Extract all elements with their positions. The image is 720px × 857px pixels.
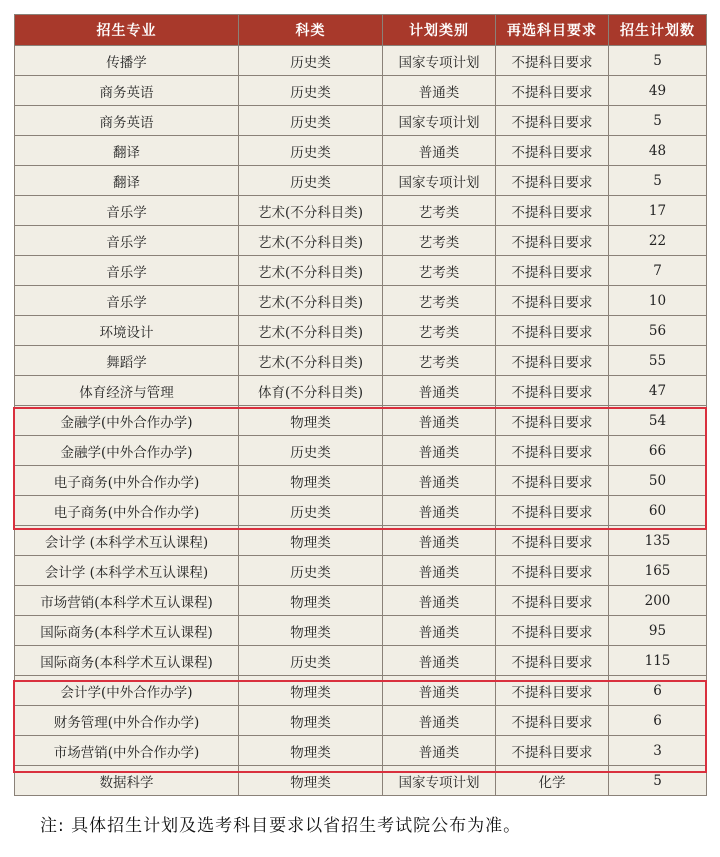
cell-plan-type: 艺考类 bbox=[383, 256, 496, 286]
cell-subject-requirement: 不提科目要求 bbox=[496, 226, 609, 256]
header-plan-count: 招生计划数 bbox=[609, 15, 707, 46]
cell-major: 音乐学 bbox=[15, 196, 239, 226]
cell-subject-category: 历史类 bbox=[239, 166, 383, 196]
cell-plan-type: 普通类 bbox=[383, 436, 496, 466]
cell-plan-count: 55 bbox=[609, 346, 707, 376]
table-row bbox=[15, 466, 707, 496]
cell-subject-category: 物理类 bbox=[239, 526, 383, 556]
cell-major: 财务管理(中外合作办学) bbox=[15, 706, 239, 736]
cell-subject-category: 物理类 bbox=[239, 706, 383, 736]
cell-plan-count: 7 bbox=[609, 256, 707, 286]
cell-subject-requirement: 不提科目要求 bbox=[496, 106, 609, 136]
cell-subject-category: 体育(不分科目类) bbox=[239, 376, 383, 406]
table-row bbox=[15, 316, 707, 346]
cell-major: 音乐学 bbox=[15, 286, 239, 316]
header-major: 招生专业 bbox=[15, 15, 239, 46]
cell-subject-requirement: 不提科目要求 bbox=[496, 256, 609, 286]
cell-subject-category: 物理类 bbox=[239, 766, 383, 796]
cell-subject-category: 物理类 bbox=[239, 586, 383, 616]
header-subject-category: 科类 bbox=[239, 15, 383, 46]
cell-major: 传播学 bbox=[15, 46, 239, 76]
cell-subject-requirement: 不提科目要求 bbox=[496, 286, 609, 316]
cell-plan-type: 普通类 bbox=[383, 586, 496, 616]
cell-plan-count: 5 bbox=[609, 766, 707, 796]
table-row bbox=[15, 706, 707, 736]
cell-plan-count: 56 bbox=[609, 316, 707, 346]
cell-major: 翻译 bbox=[15, 136, 239, 166]
cell-subject-requirement: 不提科目要求 bbox=[496, 496, 609, 526]
admission-plan-table bbox=[14, 14, 707, 796]
table-row bbox=[15, 346, 707, 376]
cell-major: 会计学 (本科学术互认课程) bbox=[15, 556, 239, 586]
cell-plan-type: 普通类 bbox=[383, 76, 496, 106]
cell-subject-requirement: 不提科目要求 bbox=[496, 346, 609, 376]
cell-plan-type: 普通类 bbox=[383, 376, 496, 406]
cell-major: 音乐学 bbox=[15, 256, 239, 286]
cell-subject-requirement: 不提科目要求 bbox=[496, 436, 609, 466]
cell-plan-type: 普通类 bbox=[383, 736, 496, 766]
cell-plan-type: 艺考类 bbox=[383, 316, 496, 346]
cell-plan-count: 5 bbox=[609, 46, 707, 76]
cell-subject-category: 历史类 bbox=[239, 76, 383, 106]
table-row bbox=[15, 196, 707, 226]
cell-subject-requirement: 化学 bbox=[496, 766, 609, 796]
table-row bbox=[15, 616, 707, 646]
cell-plan-count: 66 bbox=[609, 436, 707, 466]
cell-plan-type: 艺考类 bbox=[383, 346, 496, 376]
cell-subject-category: 艺术(不分科目类) bbox=[239, 316, 383, 346]
table-row bbox=[15, 766, 707, 796]
header-plan-type: 计划类别 bbox=[383, 15, 496, 46]
table-row bbox=[15, 286, 707, 316]
cell-plan-count: 6 bbox=[609, 706, 707, 736]
table-row bbox=[15, 586, 707, 616]
cell-subject-category: 艺术(不分科目类) bbox=[239, 346, 383, 376]
cell-major: 体育经济与管理 bbox=[15, 376, 239, 406]
cell-subject-requirement: 不提科目要求 bbox=[496, 136, 609, 166]
cell-major: 市场营销(本科学术互认课程) bbox=[15, 586, 239, 616]
cell-plan-type: 普通类 bbox=[383, 466, 496, 496]
cell-subject-category: 历史类 bbox=[239, 556, 383, 586]
cell-subject-requirement: 不提科目要求 bbox=[496, 316, 609, 346]
cell-subject-category: 艺术(不分科目类) bbox=[239, 196, 383, 226]
cell-major: 音乐学 bbox=[15, 226, 239, 256]
cell-plan-type: 普通类 bbox=[383, 406, 496, 436]
table-row bbox=[15, 136, 707, 166]
cell-plan-count: 5 bbox=[609, 106, 707, 136]
cell-plan-count: 135 bbox=[609, 526, 707, 556]
cell-plan-type: 艺考类 bbox=[383, 196, 496, 226]
cell-subject-category: 物理类 bbox=[239, 616, 383, 646]
cell-plan-type: 普通类 bbox=[383, 676, 496, 706]
table-header-row bbox=[15, 15, 707, 46]
cell-subject-requirement: 不提科目要求 bbox=[496, 646, 609, 676]
cell-subject-category: 历史类 bbox=[239, 496, 383, 526]
cell-plan-type: 艺考类 bbox=[383, 286, 496, 316]
cell-subject-requirement: 不提科目要求 bbox=[496, 586, 609, 616]
table-row bbox=[15, 646, 707, 676]
cell-subject-requirement: 不提科目要求 bbox=[496, 526, 609, 556]
cell-subject-requirement: 不提科目要求 bbox=[496, 616, 609, 646]
cell-major: 金融学(中外合作办学) bbox=[15, 406, 239, 436]
table-row bbox=[15, 46, 707, 76]
table-row bbox=[15, 526, 707, 556]
cell-subject-requirement: 不提科目要求 bbox=[496, 46, 609, 76]
cell-plan-count: 3 bbox=[609, 736, 707, 766]
cell-plan-type: 国家专项计划 bbox=[383, 46, 496, 76]
cell-subject-category: 艺术(不分科目类) bbox=[239, 256, 383, 286]
cell-plan-count: 54 bbox=[609, 406, 707, 436]
footnote: 注: 具体招生计划及选考科目要求以省招生考试院公布为准。 bbox=[40, 816, 522, 836]
cell-plan-type: 普通类 bbox=[383, 556, 496, 586]
cell-major: 电子商务(中外合作办学) bbox=[15, 496, 239, 526]
table-row bbox=[15, 496, 707, 526]
cell-major: 数据科学 bbox=[15, 766, 239, 796]
cell-plan-type: 普通类 bbox=[383, 706, 496, 736]
cell-major: 国际商务(本科学术互认课程) bbox=[15, 646, 239, 676]
cell-plan-count: 95 bbox=[609, 616, 707, 646]
table-body bbox=[15, 46, 707, 796]
cell-plan-type: 普通类 bbox=[383, 136, 496, 166]
cell-subject-category: 历史类 bbox=[239, 46, 383, 76]
cell-plan-type: 普通类 bbox=[383, 616, 496, 646]
cell-subject-category: 物理类 bbox=[239, 466, 383, 496]
cell-major: 电子商务(中外合作办学) bbox=[15, 466, 239, 496]
cell-plan-count: 47 bbox=[609, 376, 707, 406]
cell-major: 舞蹈学 bbox=[15, 346, 239, 376]
cell-subject-category: 物理类 bbox=[239, 406, 383, 436]
cell-subject-category: 物理类 bbox=[239, 736, 383, 766]
cell-plan-count: 17 bbox=[609, 196, 707, 226]
table-row bbox=[15, 166, 707, 196]
table-row bbox=[15, 676, 707, 706]
table-row bbox=[15, 106, 707, 136]
cell-major: 市场营销(中外合作办学) bbox=[15, 736, 239, 766]
cell-subject-category: 历史类 bbox=[239, 136, 383, 166]
cell-plan-count: 48 bbox=[609, 136, 707, 166]
cell-major: 翻译 bbox=[15, 166, 239, 196]
cell-plan-count: 60 bbox=[609, 496, 707, 526]
cell-major: 金融学(中外合作办学) bbox=[15, 436, 239, 466]
cell-major: 商务英语 bbox=[15, 106, 239, 136]
table-row bbox=[15, 736, 707, 766]
cell-subject-requirement: 不提科目要求 bbox=[496, 676, 609, 706]
cell-subject-requirement: 不提科目要求 bbox=[496, 406, 609, 436]
cell-plan-count: 5 bbox=[609, 166, 707, 196]
cell-subject-category: 历史类 bbox=[239, 646, 383, 676]
cell-subject-category: 历史类 bbox=[239, 106, 383, 136]
cell-plan-count: 49 bbox=[609, 76, 707, 106]
table-row bbox=[15, 376, 707, 406]
cell-plan-count: 165 bbox=[609, 556, 707, 586]
cell-subject-requirement: 不提科目要求 bbox=[496, 376, 609, 406]
cell-subject-requirement: 不提科目要求 bbox=[496, 706, 609, 736]
cell-plan-count: 50 bbox=[609, 466, 707, 496]
cell-subject-category: 历史类 bbox=[239, 436, 383, 466]
cell-plan-count: 10 bbox=[609, 286, 707, 316]
cell-major: 商务英语 bbox=[15, 76, 239, 106]
cell-subject-requirement: 不提科目要求 bbox=[496, 76, 609, 106]
cell-subject-category: 物理类 bbox=[239, 676, 383, 706]
cell-subject-requirement: 不提科目要求 bbox=[496, 166, 609, 196]
admission-plan-table-wrapper bbox=[14, 14, 706, 796]
cell-plan-count: 115 bbox=[609, 646, 707, 676]
cell-major: 国际商务(本科学术互认课程) bbox=[15, 616, 239, 646]
cell-major: 会计学 (本科学术互认课程) bbox=[15, 526, 239, 556]
cell-subject-category: 艺术(不分科目类) bbox=[239, 226, 383, 256]
table-row bbox=[15, 76, 707, 106]
cell-plan-type: 艺考类 bbox=[383, 226, 496, 256]
cell-plan-count: 6 bbox=[609, 676, 707, 706]
cell-subject-category: 艺术(不分科目类) bbox=[239, 286, 383, 316]
cell-plan-type: 国家专项计划 bbox=[383, 766, 496, 796]
table-row bbox=[15, 256, 707, 286]
table-row bbox=[15, 406, 707, 436]
cell-plan-type: 普通类 bbox=[383, 496, 496, 526]
cell-major: 环境设计 bbox=[15, 316, 239, 346]
header-subject-requirement: 再选科目要求 bbox=[496, 15, 609, 46]
cell-plan-type: 普通类 bbox=[383, 646, 496, 676]
cell-plan-count: 200 bbox=[609, 586, 707, 616]
cell-plan-type: 普通类 bbox=[383, 526, 496, 556]
cell-subject-requirement: 不提科目要求 bbox=[496, 466, 609, 496]
cell-plan-type: 国家专项计划 bbox=[383, 166, 496, 196]
cell-plan-type: 国家专项计划 bbox=[383, 106, 496, 136]
cell-subject-requirement: 不提科目要求 bbox=[496, 556, 609, 586]
cell-subject-requirement: 不提科目要求 bbox=[496, 196, 609, 226]
table-row bbox=[15, 556, 707, 586]
table-row bbox=[15, 226, 707, 256]
cell-major: 会计学(中外合作办学) bbox=[15, 676, 239, 706]
cell-plan-count: 22 bbox=[609, 226, 707, 256]
cell-subject-requirement: 不提科目要求 bbox=[496, 736, 609, 766]
table-row bbox=[15, 436, 707, 466]
